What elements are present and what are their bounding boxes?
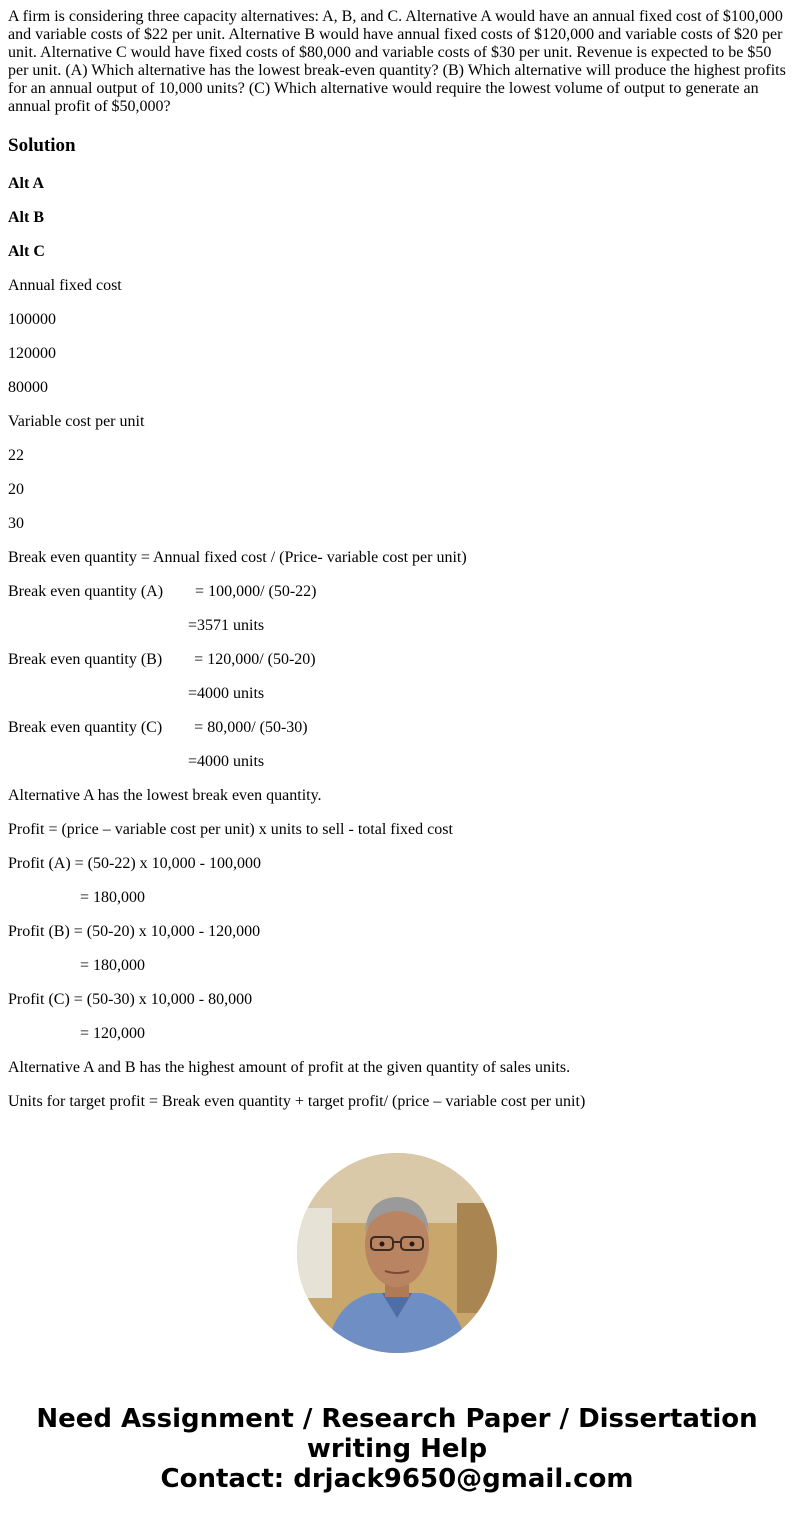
break-even-formula: Break even quantity = Annual fixed cost / (Price- variable cost per unit) bbox=[8, 549, 467, 566]
profit-b-formula: Profit (B) = (50-20) x 10,000 - 120,000 bbox=[8, 923, 261, 940]
profit-a-formula: Profit (A) = (50-22) x 10,000 - 100,000 bbox=[8, 855, 261, 872]
target-profit-formula: Units for target profit = Break even quantity + target profit/ (price – variable cost per unit) bbox=[8, 1093, 586, 1110]
alt-c-label: Alt C bbox=[8, 243, 45, 260]
variable-cost-b: 20 bbox=[8, 481, 24, 498]
fixed-cost-b: 120000 bbox=[8, 345, 56, 362]
profit-c-result: = 120,000 bbox=[8, 1025, 146, 1042]
solution-heading: Solution bbox=[8, 135, 76, 156]
author-portrait-image bbox=[297, 1153, 497, 1353]
contact-banner bbox=[0, 1404, 794, 1494]
variable-cost-a: 22 bbox=[8, 447, 24, 464]
fixed-cost-c: 80000 bbox=[8, 379, 48, 396]
question-text: A firm is considering three capacity alternatives: A, B, and C. Alternative A would have an annual fixed cost of $100,000 and variable costs of $22 per unit. Alternative B would have annual fixed costs of $120,000 and variable costs of $20 per unit. Alternative C would have fixed costs of $80,000 and variable costs of $30 per unit. Revenue is expected to be $50 per unit. (A) Which alternative has the lowest break-even quantity? (B) Which alternative will produce the highest profits for an annual output of 10,000 units? (C) Which alternative would require the lowest volume of output to generate an annual profit of $50,000? bbox=[8, 8, 786, 115]
banner-contact-line: Contact: drjack9650@gmail.com bbox=[160, 1464, 634, 1494]
profit-conclusion: Alternative A and B has the highest amount of profit at the given quantity of sales units. bbox=[8, 1059, 571, 1076]
break-even-c-formula: Break even quantity (C) = 80,000/ (50-30) bbox=[8, 719, 308, 736]
break-even-conclusion: Alternative A has the lowest break even quantity. bbox=[8, 787, 322, 804]
variable-cost-c: 30 bbox=[8, 515, 24, 532]
document-body bbox=[8, 8, 786, 1127]
fixed-cost-a: 100000 bbox=[8, 311, 56, 328]
break-even-c-result: =4000 units bbox=[8, 753, 265, 770]
variable-cost-label: Variable cost per unit bbox=[8, 413, 145, 430]
alt-b-label: Alt B bbox=[8, 209, 44, 226]
alt-a-label: Alt A bbox=[8, 175, 44, 192]
break-even-b-formula: Break even quantity (B) = 120,000/ (50-20) bbox=[8, 651, 316, 668]
banner-line-1: Need Assignment / Research Paper / Dissertation bbox=[36, 1404, 758, 1434]
author-avatar bbox=[297, 1153, 497, 1353]
break-even-b-result: =4000 units bbox=[8, 685, 265, 702]
profit-a-result: = 180,000 bbox=[8, 889, 146, 906]
banner-line-2: writing Help bbox=[306, 1434, 488, 1464]
profit-b-result: = 180,000 bbox=[8, 957, 146, 974]
profit-c-formula: Profit (C) = (50-30) x 10,000 - 80,000 bbox=[8, 991, 253, 1008]
break-even-a-result: =3571 units bbox=[8, 617, 265, 634]
annual-fixed-cost-label: Annual fixed cost bbox=[8, 277, 122, 294]
profit-formula: Profit = (price – variable cost per unit) x units to sell - total fixed cost bbox=[8, 821, 453, 838]
break-even-a-formula: Break even quantity (A) = 100,000/ (50-22) bbox=[8, 583, 317, 600]
